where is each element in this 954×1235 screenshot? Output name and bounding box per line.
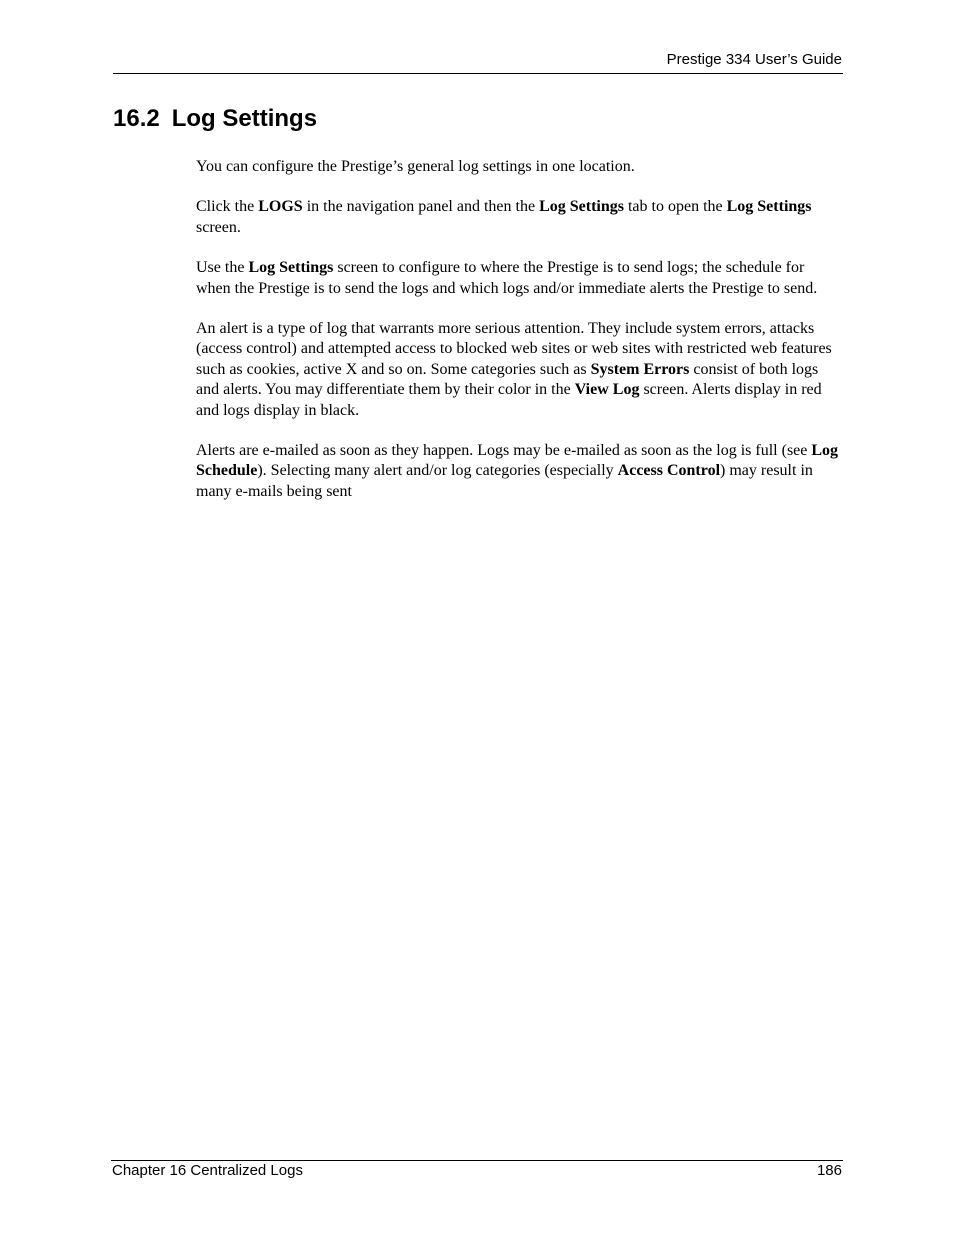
emphasis-log-settings: Log Settings xyxy=(248,259,334,277)
paragraph-text: consist of both logs and alerts. You may differentiate them by their color in the xyxy=(196,360,819,399)
paragraph-text: screen to configure to where the Prestige is to send logs; the schedule for when the Prestige is to send the logs and which logs and/or immediate alerts the Prestige to send. xyxy=(196,259,818,297)
body-content xyxy=(196,157,842,522)
paragraph-text: screen. Alerts display in red and logs display in black. xyxy=(196,381,822,419)
paragraph-text: ). Selecting many alert and/or log categories (especially xyxy=(257,462,618,480)
emphasis-log-settings-screen: Log Settings xyxy=(726,198,812,216)
paragraph-text: ) may result in many e-mails being sent xyxy=(196,462,813,500)
emphasis-log-settings-tab: Log Settings xyxy=(539,198,624,216)
emphasis-view-log: View Log xyxy=(574,381,640,399)
emphasis-log-schedule: Log Schedule xyxy=(196,442,839,480)
running-header: Prestige 334 User’s Guide xyxy=(666,51,842,68)
emphasis-logs: LOGS xyxy=(258,198,303,216)
footer-chapter: Chapter 16 Centralized Logs xyxy=(112,1162,303,1179)
emphasis-system-errors: System Errors xyxy=(590,360,690,378)
paragraph-email xyxy=(196,441,842,502)
paragraph-text: Alerts are e-mailed as soon as they happen. Logs may be e-mailed as soon as the log is full (see xyxy=(196,442,812,460)
paragraph-text: in the navigation panel and then the xyxy=(302,198,540,216)
paragraph-usage xyxy=(196,258,842,299)
paragraph-text: tab to open the xyxy=(623,198,727,216)
paragraph-text: You can configure the Prestige’s general log settings in one location. xyxy=(196,158,635,175)
emphasis-access-control: Access Control xyxy=(617,462,721,480)
header-divider xyxy=(113,73,843,74)
paragraph-text: Click the xyxy=(196,198,259,216)
section-number: 16.2 xyxy=(113,105,160,132)
paragraph-text: An alert is a type of log that warrants more serious attention. They include system errors, attacks (access control) and attempted access to blocked web sites or web sites with restricted web features such as cookies, active X and so on. Some categories such as xyxy=(196,320,832,378)
page-number: 186 xyxy=(816,1162,842,1179)
footer-divider xyxy=(111,1160,843,1161)
paragraph-intro xyxy=(196,157,842,177)
section-title: Log Settings xyxy=(171,105,318,132)
section-heading xyxy=(113,104,317,134)
paragraph-text: screen. xyxy=(196,218,241,236)
paragraph-navigation xyxy=(196,197,842,238)
paragraph-alerts xyxy=(196,319,842,421)
paragraph-text: Use the xyxy=(196,259,249,277)
